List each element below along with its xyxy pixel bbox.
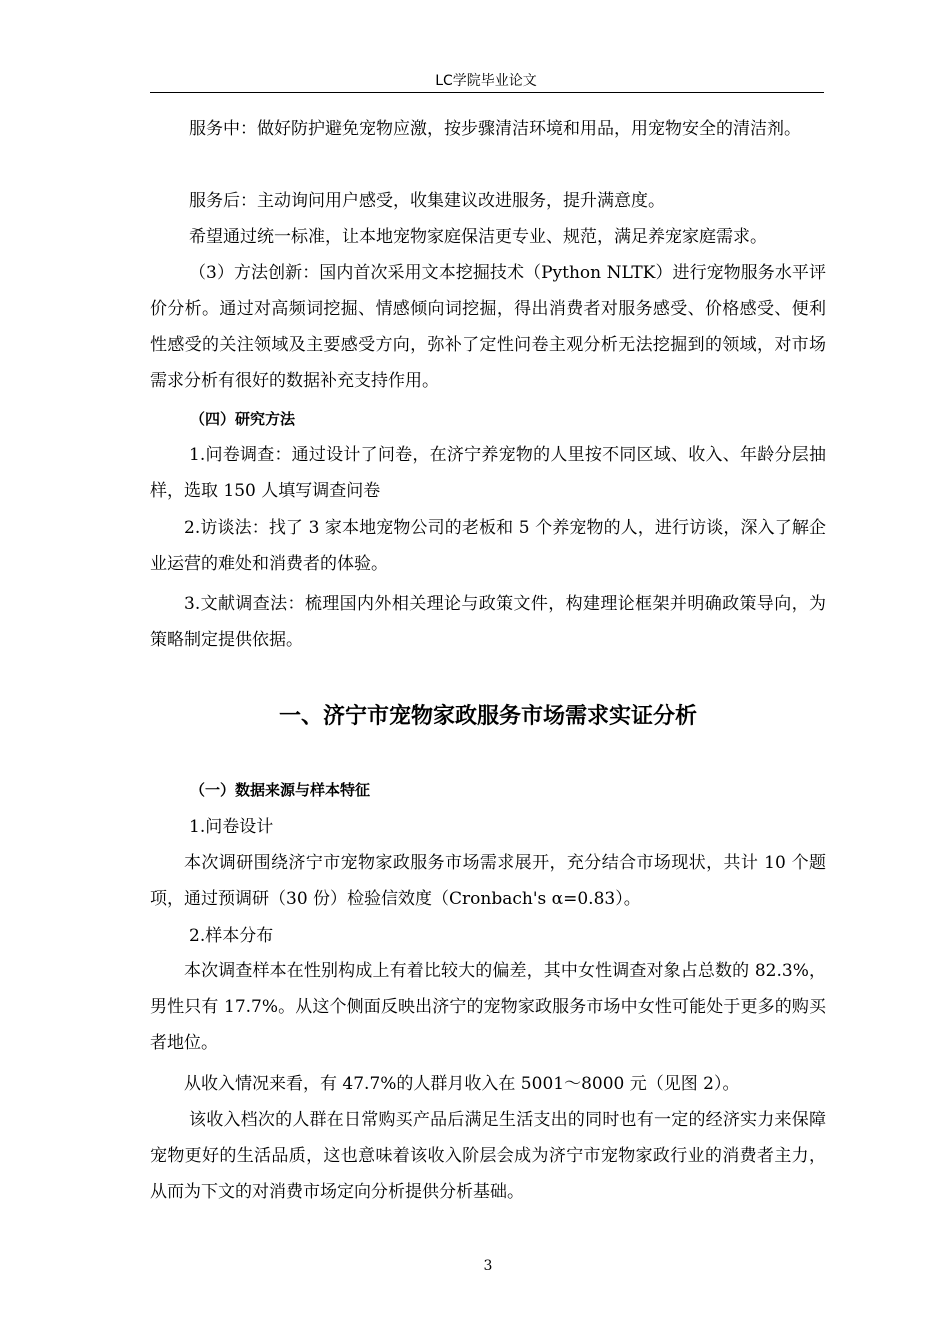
paragraph-questionnaire: 1.问卷调查：通过设计了问卷，在济宁养宠物的人里按不同区域、收入、年龄分层抽样，选取 150 人填写调查问卷 [150, 445, 826, 501]
paragraph-interview: 2.访谈法：找了 3 家本地宠物公司的老板和 5 个养宠物的人，进行访谈，深入了解企业运营的难处和消费者的体验。 [150, 518, 826, 574]
chapter-title: 一、济宁市宠物家政服务市场需求实证分析 [278, 704, 697, 729]
section-heading-data-source: （一）数据来源与样本特征 [190, 781, 371, 799]
paragraph-during-service: 服务中：做好防护避免宠物应激，按步骤清洁环境和用品，用宠物安全的清洁剂。 [189, 119, 801, 139]
subheading-sample-distribution: 2.样本分布 [189, 926, 274, 946]
paragraph-literature: 3.文献调查法：梳理国内外相关理论与政策文件，构建理论框架并明确政策导向，为策略制定提供依据。 [150, 594, 826, 650]
page-number: 3 [483, 1258, 493, 1274]
paragraph-gender: 本次调查样本在性别构成上有着比较大的偏差，其中女性调查对象占总数的 82.3%，男性只有 17.7%。从这个侧面反映出济宁的宠物家政服务市场中女性可能处于更多的购买者地位。 [150, 961, 826, 1053]
header-rule [150, 92, 824, 93]
paragraph-method-innovation: （3）方法创新：国内首次采用文本挖掘技术（Python NLTK）进行宠物服务水平评价分析。通过对高频词挖掘、情感倾向词挖掘，得出消费者对服务感受、价格感受、便利性感受的关注领域及主要感受方向，弥补了定性问卷主观分析无法挖掘到的领域，对市场需求分析有很好的数据补充支持作用。 [150, 263, 826, 391]
paragraph-income-analysis: 该收入档次的人群在日常购买产品后满足生活支出的同时也有一定的经济实力来保障宠物更好的生活品质，这也意味着该收入阶层会成为济宁市宠物家政行业的消费者主力，从而为下文的对消费市场定向分析提供分析基础。 [150, 1110, 826, 1202]
paragraph-after-service: 服务后：主动询问用户感受，收集建议改进服务，提升满意度。 [189, 191, 665, 211]
section-heading-research-methods: （四）研究方法 [190, 410, 296, 428]
paragraph-survey-design: 本次调研围绕济宁市宠物家政服务市场需求展开，充分结合市场现状，共计 10 个题项，通过预调研（30 份）检验信效度（Cronbach's α=0.83）。 [150, 853, 826, 909]
running-header: LC学院毕业论文 [435, 73, 537, 89]
paragraph-standardization: 希望通过统一标准，让本地宠物家庭保洁更专业、规范，满足养宠家庭需求。 [189, 227, 767, 247]
subheading-questionnaire-design: 1.问卷设计 [189, 817, 274, 837]
paragraph-income: 从收入情况来看，有 47.7%的人群月收入在 5001～8000 元（见图 2）。 [184, 1074, 740, 1094]
